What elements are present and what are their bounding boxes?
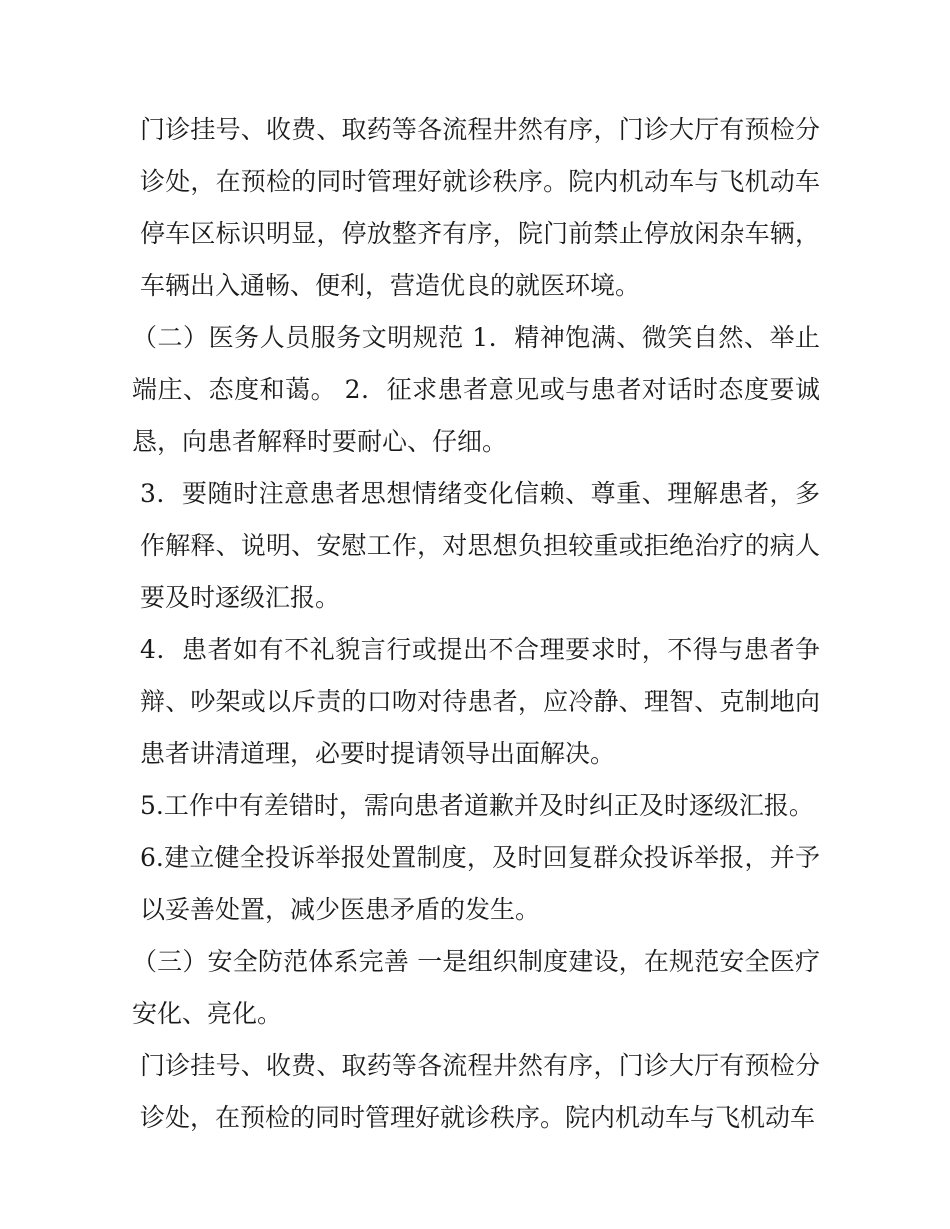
- paragraph-item-five: 5.工作中有差错时，需向患者道歉并及时纠正及时逐级汇报。: [140, 791, 814, 820]
- paragraph-section-three: （三）安全防范体系完善 一是组织制度建设，在规范安全医疗安化、亮化。: [132, 947, 820, 1028]
- paragraph-clinic-order: 门诊挂号、收费、取药等各流程井然有序，门诊大厅有预检分诊处，在预检的同时管理好就诊秩序。院内机动车与飞机动车停车区标识明显，停放整齐有序，院门前禁止停放闲杂车辆，车辆出入通畅、便利，营造优良的就医环境。: [140, 115, 820, 300]
- paragraph-item-six: 6.建立健全投诉举报处置制度，及时回复群众投诉举报，并予以妥善处置，减少医患矛盾的发生。: [140, 843, 820, 924]
- paragraph-section-two: （二）医务人员服务文明规范 1．精神饱满、微笑自然、举止端庄、态度和蔼。 2．征求患者意见或与患者对话时态度要诚恳，向患者解释时要耐心、仔细。: [132, 323, 820, 456]
- paragraph-clinic-order-repeat: 门诊挂号、收费、取药等各流程井然有序，门诊大厅有预检分诊处，在预检的同时管理好就诊秩序。院内机动车与飞机动车: [140, 1051, 820, 1132]
- paragraph-item-four: 4．患者如有不礼貌言行或提出不合理要求时，不得与患者争辩、吵架或以斥责的口吻对待患者，应冷静、理智、克制地向患者讲清道理，必要时提请领导出面解决。: [140, 635, 820, 768]
- paragraph-item-three: 3．要随时注意患者思想情绪变化信赖、尊重、理解患者，多作解释、说明、安慰工作，对思想负担较重或拒绝治疗的病人要及时逐级汇报。: [140, 479, 820, 612]
- document-body: [132, 104, 820, 1144]
